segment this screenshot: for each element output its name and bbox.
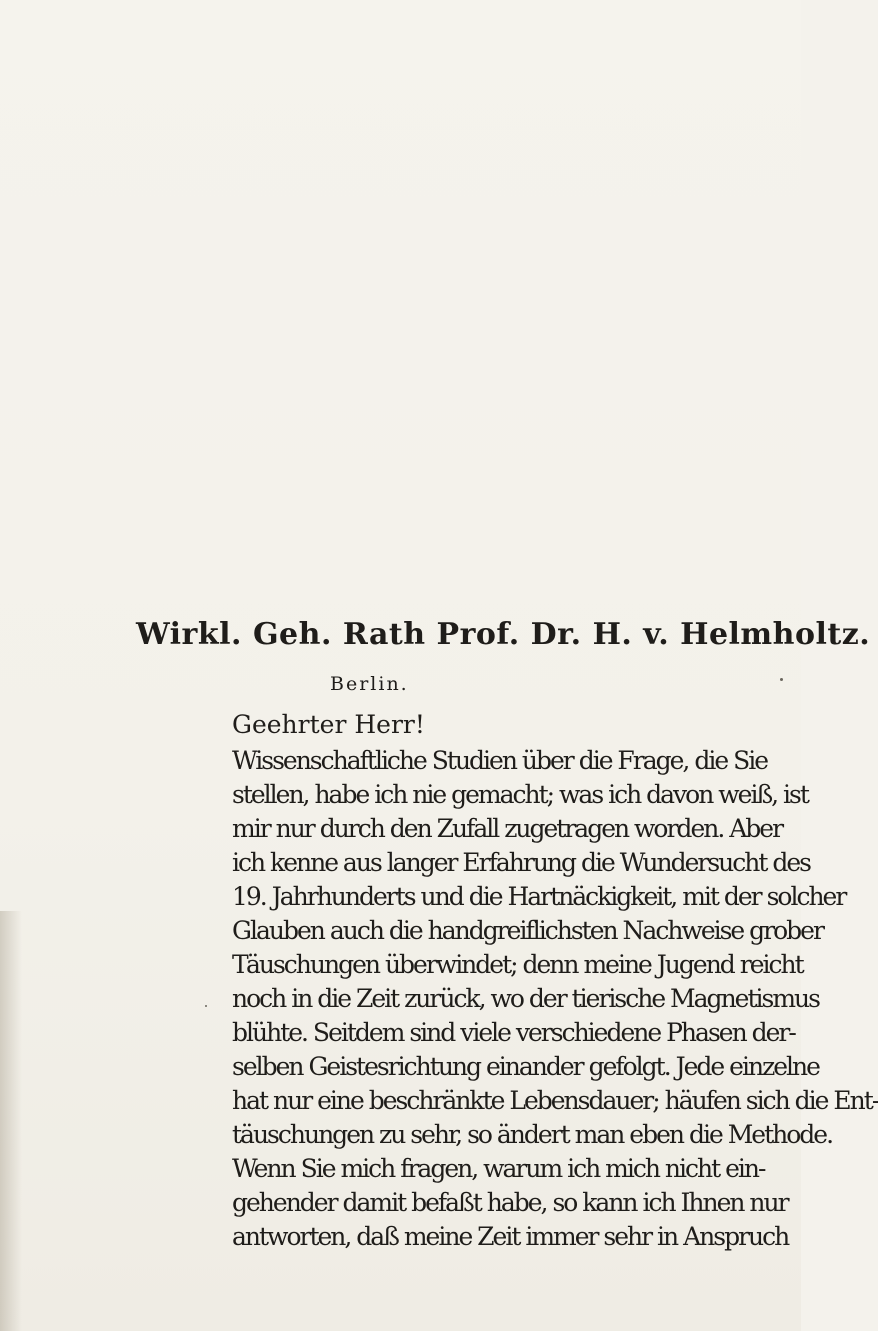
text-line: antworten, daß meine Zeit immer sehr in Anspruch [232, 1222, 789, 1251]
text-line: noch in die Zeit zurück, wo der tierische Magnetismus [232, 984, 819, 1013]
text-line: Glauben auch die handgreiflichsten Nachweise grober [232, 916, 823, 945]
text-line: Täuschungen überwindet; denn meine Jugend reicht [232, 950, 803, 979]
text-line: Wissenschaftliche Studien über die Frage, die Sie [232, 746, 767, 775]
text-line: stellen, habe ich nie gemacht; was ich davon weiß, ist [232, 780, 808, 809]
text-line: mir nur durch den Zufall zugetragen worden. Aber [232, 814, 783, 843]
paper-speck [205, 1005, 207, 1007]
text-line: gehender damit befaßt habe, so kann ich Ihnen nur [232, 1188, 788, 1217]
text-line: ich kenne aus langer Erfahrung die Wundersucht des [232, 848, 811, 877]
letter-body [232, 744, 878, 1254]
text-line: selben Geistesrichtung einander gefolgt. Jede einzelne [232, 1052, 819, 1081]
text-line: täuschungen zu sehr, so ändert man eben die Methode. [232, 1120, 833, 1149]
paper-speck [780, 678, 783, 681]
text-line: 19. Jahrhunderts und die Hartnäckigkeit, mit der solcher [232, 882, 846, 911]
text-line: blühte. Seitdem sind viele verschiedene Phasen der- [232, 1018, 795, 1047]
text-line: hat nur eine beschränkte Lebensdauer; häufen sich die Ent- [232, 1086, 878, 1115]
letter-place: Berlin. [330, 673, 409, 695]
letter-author: Wirkl. Geh. Rath Prof. Dr. H. v. Helmholtz. [136, 617, 871, 652]
page-edge-shadow [0, 911, 22, 1331]
letter-salutation: Geehrter Herr! [232, 710, 425, 739]
text-line: Wenn Sie mich fragen, warum ich mich nicht ein- [232, 1154, 765, 1183]
